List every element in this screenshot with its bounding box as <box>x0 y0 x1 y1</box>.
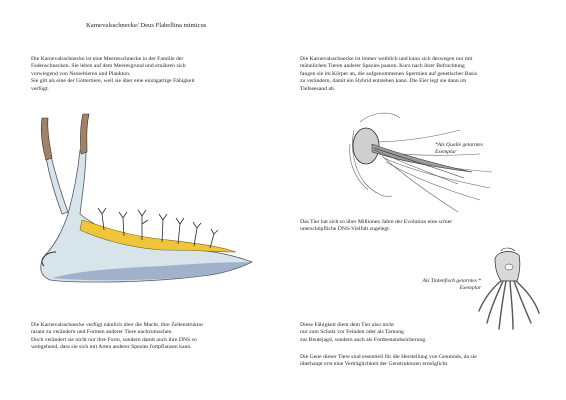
reproduction-line: zu verändern, damit ein Hybrid entstehen kann. Die Eier legt sie dann im <box>300 78 467 85</box>
jellyfish-illustration <box>340 98 500 218</box>
defense-paragraph <box>300 322 500 344</box>
defense-line: nur zum Schutz vor Feinden oder als Tarnung <box>300 329 404 336</box>
abilities-paragraph <box>31 322 276 352</box>
squid-caption-line: Als Tintenfisch getarntes * <box>422 278 481 284</box>
genes-line: Die Gene dieser Tiere sind essentiell für die Herstellung von Genmods, da sie <box>300 354 477 360</box>
reproduction-line: fangen sie im Körper an, die aufgenommenen Spermien auf genetischer Basis <box>300 70 478 77</box>
intro-line: Sie gilt als eine der Göttertiere, weil sie über eine einzigartige Fähigkeit <box>31 78 195 85</box>
intro-line: vorwiegend von Nesseltieren und Plankton. <box>31 70 131 77</box>
sea-slug-illustration <box>22 102 260 292</box>
reproduction-paragraph <box>300 56 555 93</box>
jellyfish-caption-line: *Als Qualle getarntes <box>435 142 483 148</box>
abilities-line: Die Karnevalsschnecke verfügt nämlich über die Macht, ihre Zellenstruktur <box>31 322 204 328</box>
defense-line: Diese Fähigkeit dient dem Tier also nicht <box>300 322 394 328</box>
abilities-line: weitgehend, dass sie sich mit Arten anderer Spezies fortpflanzen kann. <box>31 344 192 351</box>
intro-line: verfügt. <box>31 85 49 92</box>
evolution-paragraph <box>300 219 550 234</box>
jellyfish-caption-line: Exemplar <box>435 149 457 155</box>
evolution-line: unerschöpfliche DNS-Vielfalt zugelegt. <box>300 226 391 233</box>
genes-paragraph <box>300 354 555 369</box>
defense-line: zur Beutejagd, sondern auch als Fortbestandssicherung. <box>300 336 427 343</box>
abilities-line: Doch verändert sie nicht nur ihre Form, sondern damit auch ihre DNS so <box>31 336 197 343</box>
intro-line: Fadenschnecken. Sie leben auf dem Meeresgrund und ernähren sich <box>31 63 186 70</box>
jellyfish-caption <box>435 142 515 156</box>
abilities-line: rasant zu verändern und Formen anderer Tiere nachzumachen. <box>31 329 173 336</box>
reproduction-line: Die Karnevalsschnecke ist immer weiblich und kann sich deswegen nur mit <box>300 56 473 62</box>
intro-paragraph <box>31 56 271 93</box>
reproduction-line: Tiefseesand ab. <box>300 85 336 92</box>
intro-line: Die Karnevalsschnecke ist eine Meeresschnecke in der Familie der <box>31 56 184 62</box>
reproduction-line: männlichen Tieren anderer Spezies paaren. Kurz nach ihrer Befruchtung <box>300 63 465 70</box>
squid-caption-line: Exemplar <box>459 285 481 291</box>
evolution-line: Das Tier hat sich so über Millionen Jahre der Evolution eine schier <box>300 219 453 225</box>
genes-line: überhaupt erst eine Verträglichkeit der Genstrukturen ermöglicht. <box>300 361 449 368</box>
right-page <box>283 0 566 400</box>
squid-caption <box>393 278 481 292</box>
page-title: Karnevalsschnecke/ Deus Flabellina mimicus <box>86 22 207 29</box>
